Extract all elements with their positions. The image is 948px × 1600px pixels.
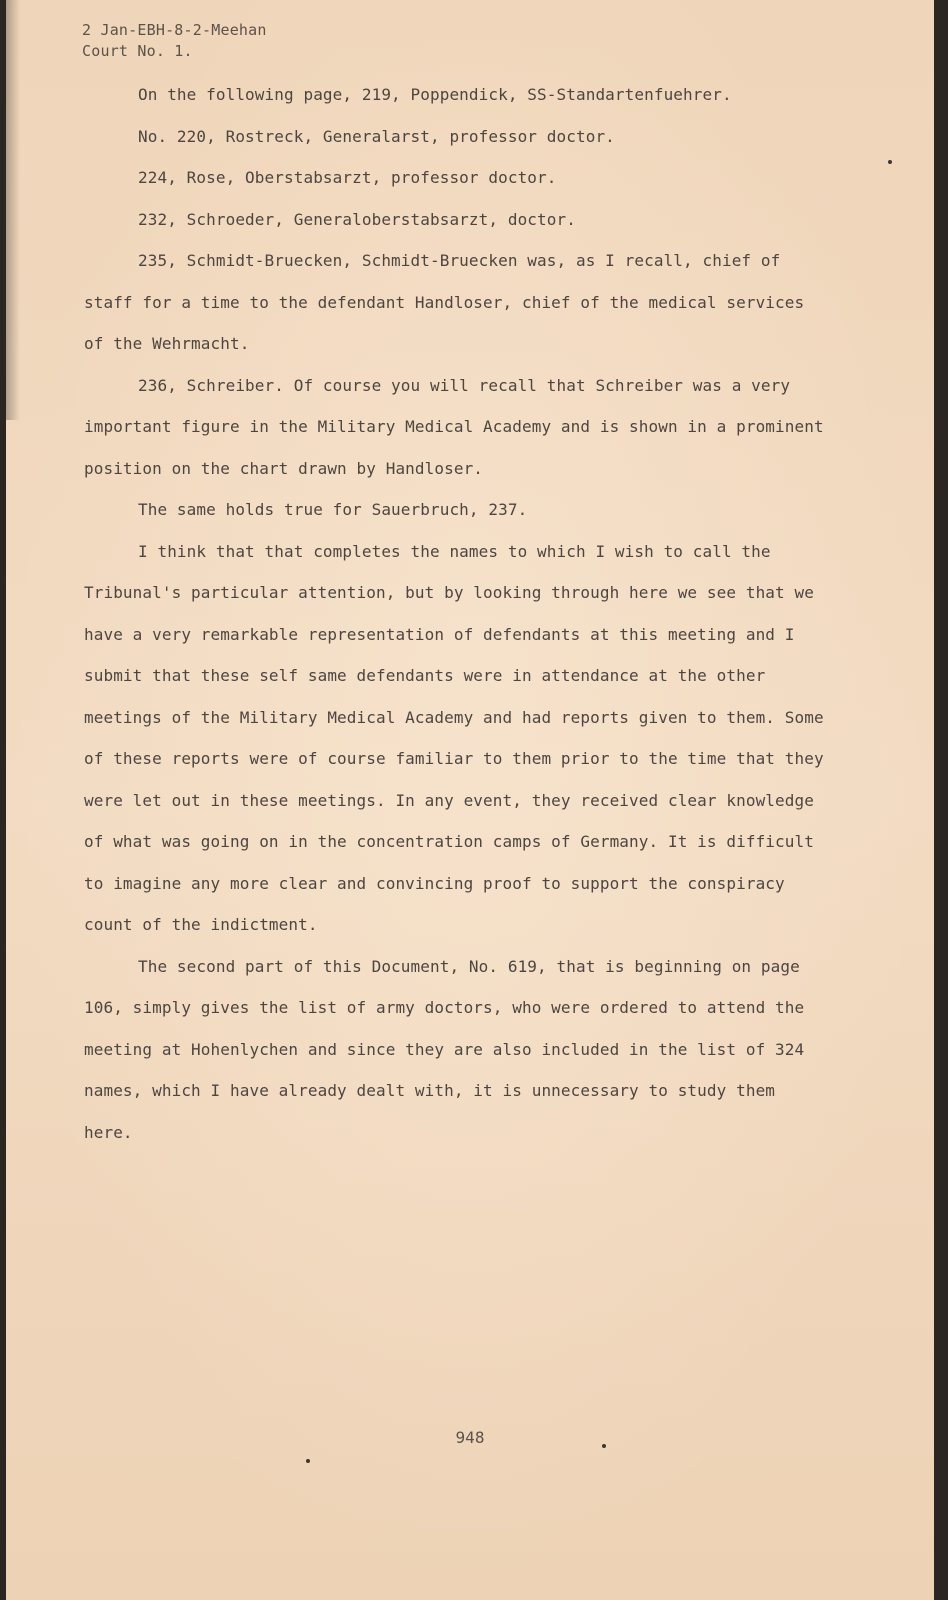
paragraph-1: On the following page, 219, Poppendick, SS-Standartenfuehrer.	[138, 85, 732, 104]
paragraph-6: 236, Schreiber. Of course you will recall that Schreiber was a very important figure in the Military Medical Academy and is shown in a prominent position on the chart drawn by Handloser.	[84, 375, 824, 478]
document-body	[84, 74, 824, 1153]
paragraph-4: 232, Schroeder, Generaloberstabsarzt, doctor.	[138, 209, 576, 229]
paragraph-7: The same holds true for Sauerbruch, 237.	[138, 500, 528, 519]
paragraph-2: No. 220, Rostreck, Generalarst, professor doctor.	[138, 126, 615, 146]
paragraph-9: The second part of this Document, No. 619, that is beginning on page 106, simply gives the list of army doctors, who were ordered to attend the meeting at Hohenlychen and since they are also included in the list of 324 names, which I have already dealt with, it is unnecessary to study them here.	[84, 956, 805, 1142]
paper-speck	[602, 1444, 606, 1448]
paragraph-5: 235, Schmidt-Bruecken, Schmidt-Bruecken was, as I recall, chief of staff for a time to the defendant Handloser, chief of the medical services of the Wehrmacht.	[84, 251, 805, 353]
page-number: 948	[455, 1428, 485, 1447]
paper-speck	[888, 160, 892, 164]
page-edge-shadow	[6, 0, 20, 420]
paragraph-3: 224, Rose, Oberstabsarzt, professor doctor.	[138, 168, 557, 187]
header-file-reference: 2 Jan-EBH-8-2-Meehan	[82, 21, 267, 39]
header-court-number: Court No. 1.	[82, 42, 193, 60]
paragraph-8: I think that that completes the names to which I wish to call the Tribunal's particular attention, but by looking through here we see that we have a very remarkable representation of defendants at this meeting and I submit that these self same defendants were in attendance at the other meetings of the Military Medical Academy and had reports given to them. Some of these reports were of course familiar to them prior to the time that they were let out in these meetings. In any event, they received clear knowledge of what was going on in the concentration camps of Germany. It is difficult to imagine any more clear and convincing proof to support the conspiracy count of the indictment.	[84, 541, 824, 934]
document-header	[82, 20, 267, 62]
paper-speck	[306, 1459, 310, 1463]
document-page	[6, 0, 934, 1600]
